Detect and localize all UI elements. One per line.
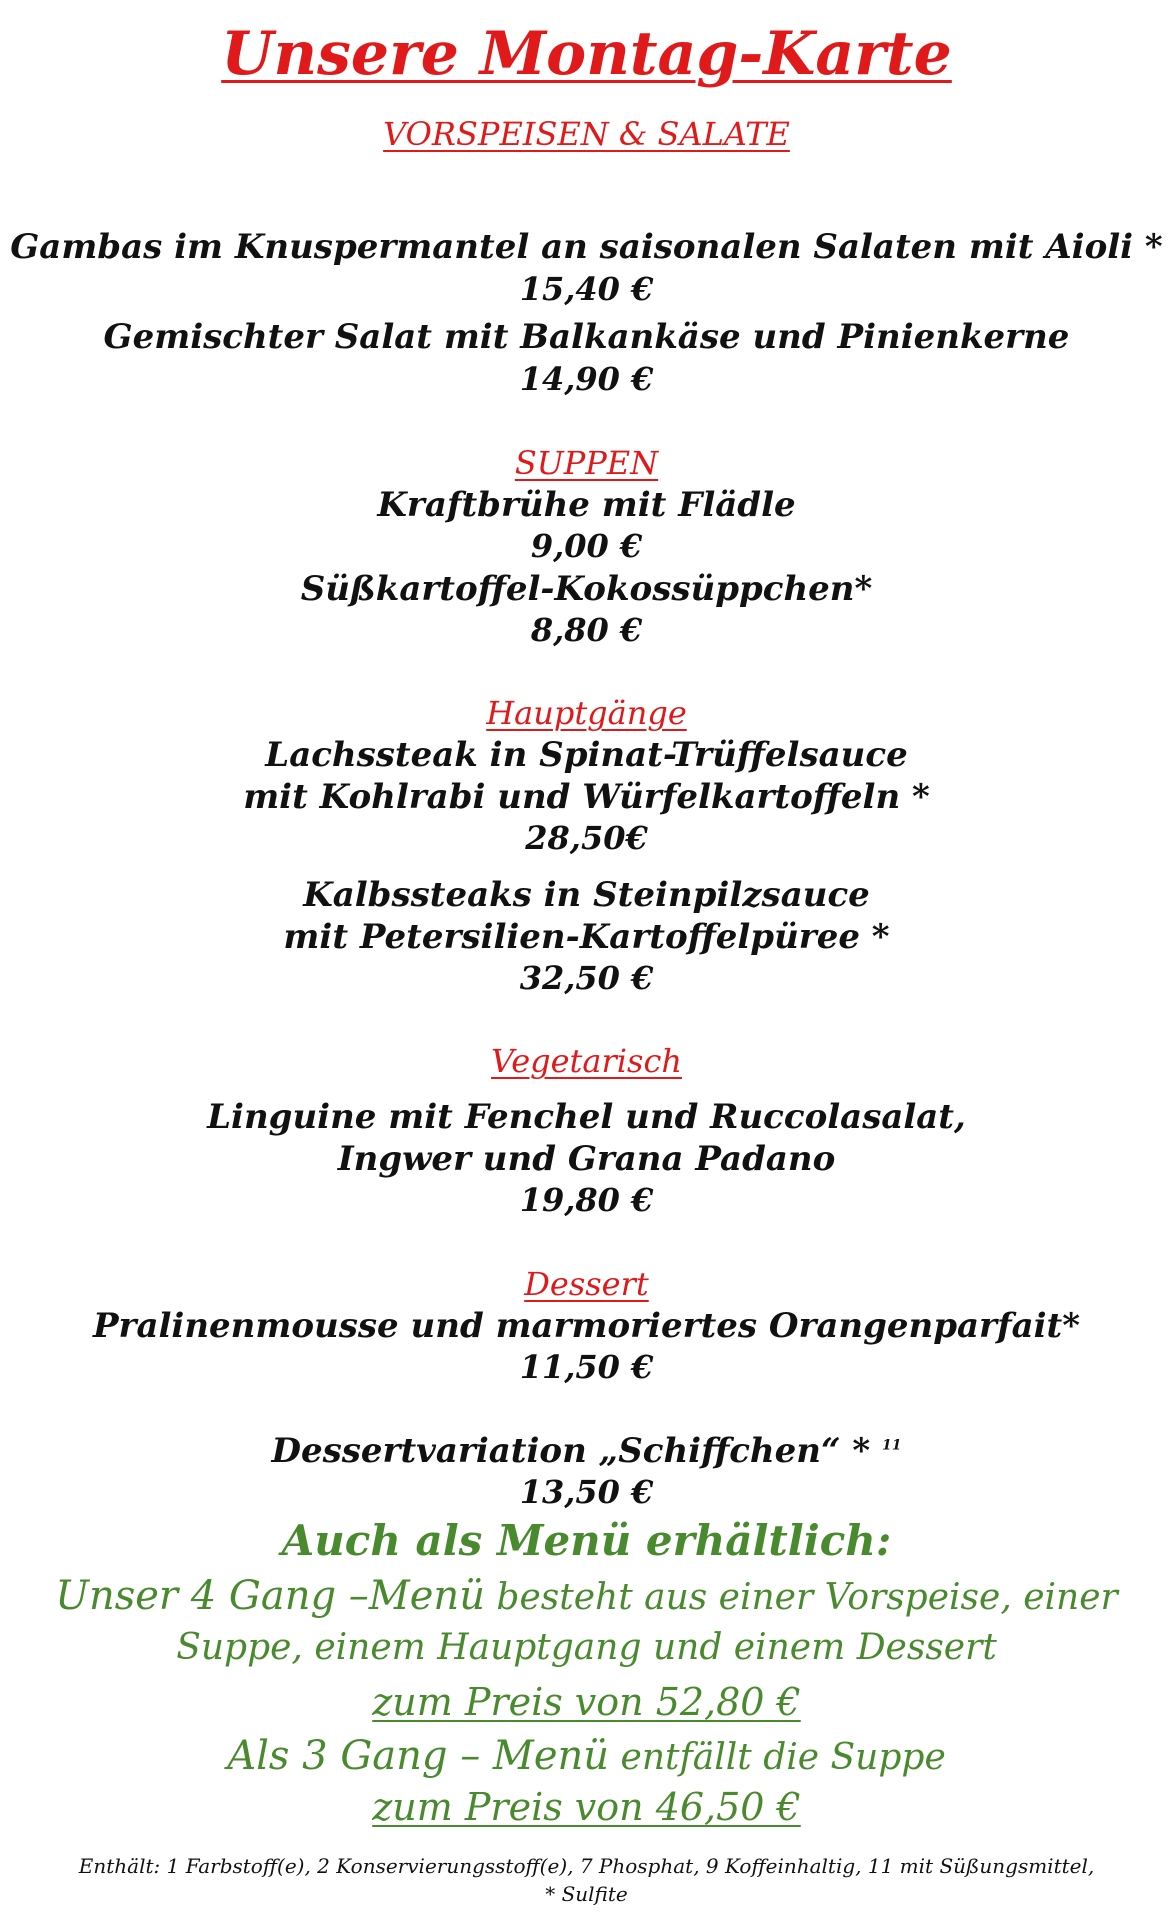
section-heading-starters: VORSPEISEN & SALATE <box>383 115 790 153</box>
section-heading-soups: SUPPEN <box>514 444 659 482</box>
dish-name-continued: mit Kohlrabi und Würfelkartoffeln * <box>243 777 930 817</box>
allergen-footnote-continued: * Sulfite <box>545 1882 628 1906</box>
dish-price: 13,50 € <box>519 1473 654 1511</box>
dish-name: Gemischter Salat mit Balkankäse und Pinienkerne <box>103 317 1070 357</box>
allergen-superscript: 11 <box>882 1437 902 1454</box>
menu-offer-heading: Auch als Menü erhältlich: <box>281 1516 892 1565</box>
dish-name: Kraftbrühe mit Flädle <box>377 485 796 525</box>
dish-price: 28,50€ <box>525 819 648 857</box>
section-heading-vegetarian: Vegetarisch <box>491 1042 682 1080</box>
section-heading-dessert: Dessert <box>524 1265 649 1303</box>
four-course-description: besteht aus einer Vorspeise, einer <box>484 1577 1118 1618</box>
three-course-price: zum Preis von 46,50 € <box>372 1785 801 1829</box>
dish-price: 11,50 € <box>519 1348 654 1386</box>
three-course-description: entfällt die Suppe <box>609 1737 946 1778</box>
dish-name: Gambas im Knuspermantel an saisonalen Salaten mit Aioli * <box>10 227 1163 267</box>
dish-price: 19,80 € <box>519 1181 654 1219</box>
dish-name-continued: mit Petersilien-Kartoffelpüree * <box>283 917 890 957</box>
dish-price: 8,80 € <box>530 611 643 649</box>
dish-name: Kalbssteaks in Steinpilzsauce <box>303 875 870 915</box>
allergen-footnote: Enthält: 1 Farbstoff(e), 2 Konservierungsstoff(e), 7 Phosphat, 9 Koffeinhaltig, 11 mit Süßungsmittel, <box>78 1854 1095 1878</box>
dish-price: 14,90 € <box>519 360 654 398</box>
dish-name: Linguine mit Fenchel und Ruccolasalat, <box>207 1097 966 1137</box>
dish-name-continued: Ingwer und Grana Padano <box>337 1139 836 1179</box>
page-title: Unsere Montag-Karte <box>221 19 952 89</box>
four-course-description-continued: Suppe, einem Hauptgang und einem Dessert <box>176 1627 997 1668</box>
dish-name-text: Dessertvariation „Schiffchen“ * <box>271 1431 871 1471</box>
four-course-line <box>0 1573 1173 1619</box>
dish-name: Lachssteak in Spinat-Trüffelsauce <box>265 735 908 775</box>
three-course-title: Als 3 Gang – Menü <box>227 1733 610 1779</box>
four-course-title: Unser 4 Gang –Menü <box>55 1573 485 1619</box>
dish-price: 9,00 € <box>530 527 643 565</box>
dish-name <box>0 1431 1173 1471</box>
dish-name: Pralinenmousse und marmoriertes Orangenparfait* <box>92 1306 1081 1346</box>
three-course-line <box>0 1733 1173 1779</box>
four-course-price: zum Preis von 52,80 € <box>372 1680 801 1724</box>
section-heading-mains: Hauptgänge <box>486 694 687 732</box>
dish-price: 15,40 € <box>519 270 654 308</box>
dish-price: 32,50 € <box>519 959 654 997</box>
dish-name: Süßkartoffel-Kokossüppchen* <box>300 569 873 609</box>
